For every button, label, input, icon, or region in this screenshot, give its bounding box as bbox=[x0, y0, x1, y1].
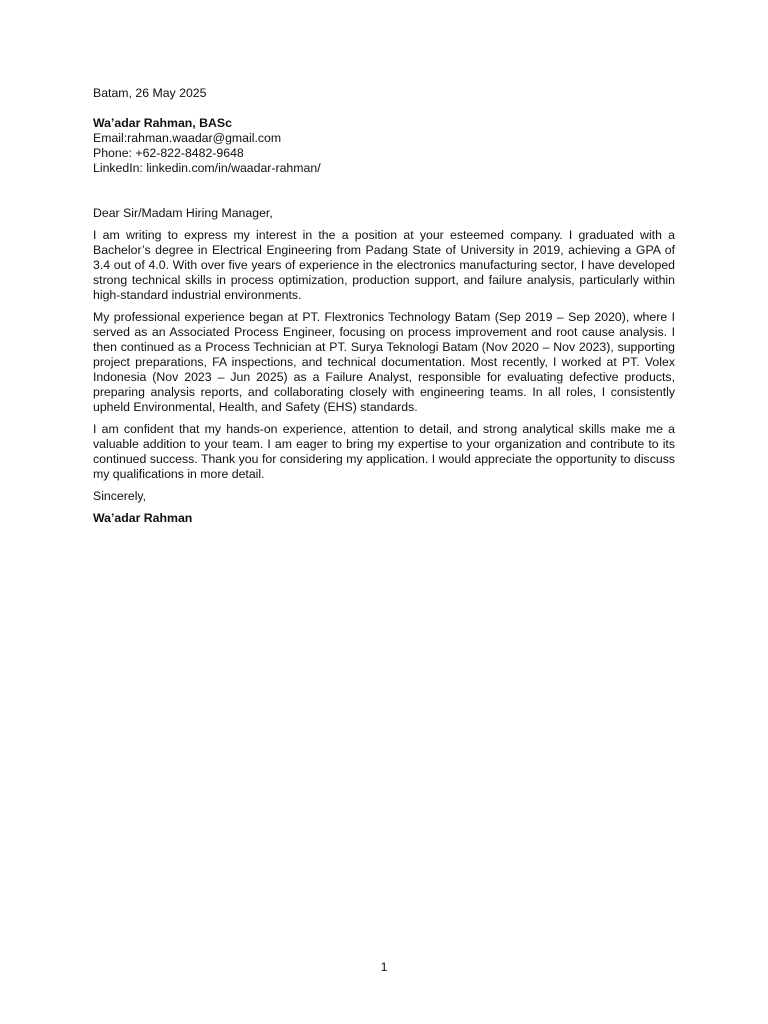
sender-email: Email:rahman.waadar@gmail.com bbox=[93, 131, 282, 145]
body-paragraph-intro: I am writing to express my interest in the a position at your esteemed company. I graduated with a Bachelor’s degree in Electrical Engineering from Padang State of University in 2019, achieving a GPA of 3.4 out of 4.0. With over five years of experience in the electronics manufacturing sector, I have developed strong technical skills in process optimization, production support, and failure analysis, particularly within high-standard industrial environments. bbox=[93, 228, 675, 302]
signature-name: Wa’adar Rahman bbox=[93, 511, 193, 525]
closing-phrase: Sincerely, bbox=[93, 489, 147, 503]
letter-page bbox=[93, 86, 675, 526]
sender-block bbox=[93, 116, 675, 176]
salutation: Dear Sir/Madam Hiring Manager, bbox=[93, 206, 273, 220]
body-paragraph-closing: I am confident that my hands-on experience, attention to detail, and strong analytical skills make me a valuable addition to your team. I am eager to bring my expertise to your organization and contribute to its continued success. Thank you for considering my application. I would appreciate the opportunity to discuss my qualifications in more detail. bbox=[93, 422, 675, 481]
sender-name: Wa’adar Rahman, BASc bbox=[93, 116, 232, 130]
page-number: 1 bbox=[380, 960, 388, 974]
body-paragraph-experience: My professional experience began at PT. Flextronics Technology Batam (Sep 2019 – Sep 2020), where I served as an Associated Process Engineer, focusing on process improvement and root cause analysis. I then continued as a Process Technician at PT. Surya Teknologi Batam (Nov 2020 – Nov 2023), supporting project preparations, FA inspections, and technical documentation. Most recently, I worked at PT. Volex Indonesia (Nov 2023 – Jun 2025) as a Failure Analyst, responsible for evaluating defective products, preparing analysis reports, and collaborating closely with engineering teams. In all roles, I consistently upheld Environmental, Health, and Safety (EHS) standards. bbox=[93, 310, 675, 414]
sender-linkedin: LinkedIn: linkedin.com/in/waadar-rahman/ bbox=[93, 161, 321, 175]
letter-date: Batam, 26 May 2025 bbox=[93, 86, 207, 100]
sender-phone: Phone: +62-822-8482-9648 bbox=[93, 146, 244, 160]
